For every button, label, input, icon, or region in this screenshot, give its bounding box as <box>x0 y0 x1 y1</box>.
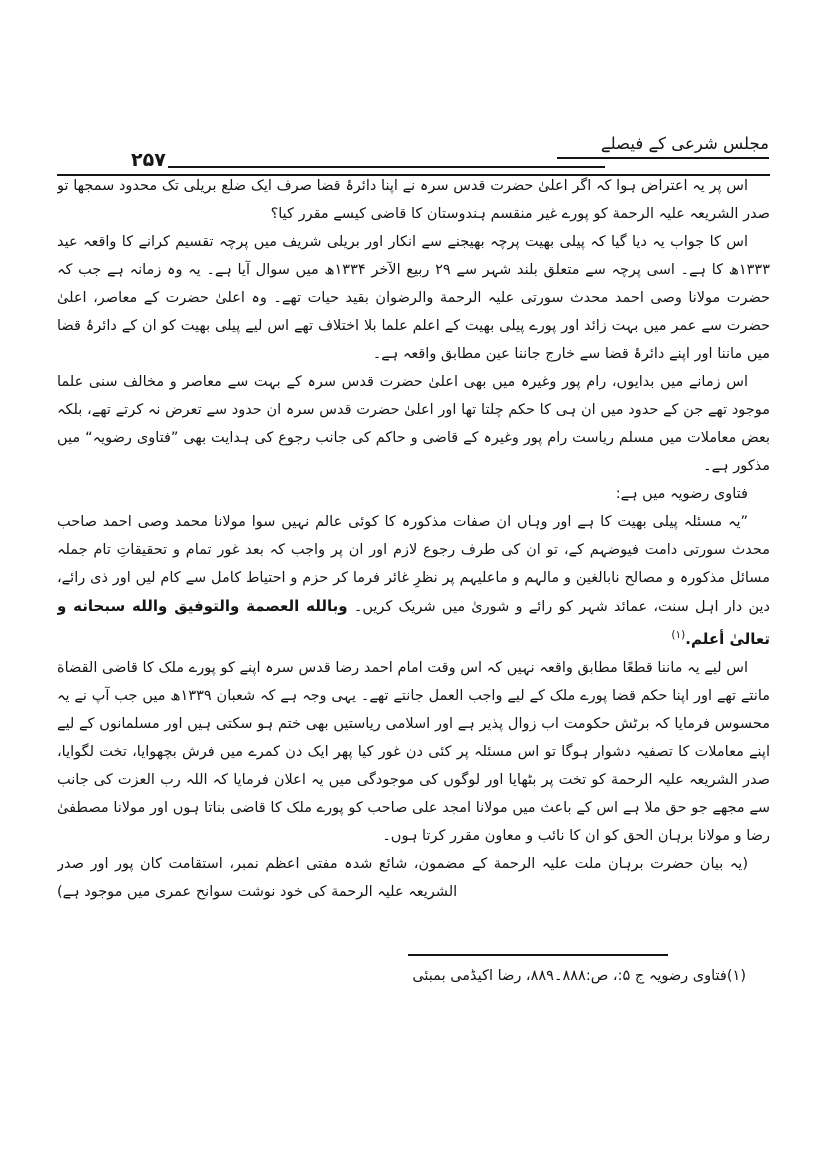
paragraph-answer: اس کا جواب یہ دیا گیا کہ پیلی بھیت پرچہ بھیجنے سے انکار اور بریلی شریف میں پرچہ تقسیم کرانے کا واقعہ عید ۱۳۳۳ھ کا ہے۔ اسی پرچہ سے متعلق بلند شہر سے ۲۹ ربیع الآخر ۱۳۳۴ھ میں سوال آیا ہے۔ یہ وہ زمانہ ہے جب کہ حضرت مولانا وصی احمد محدث سورتی علیہ الرحمة والرضوان بقید حیات تھے۔ وہ اعلیٰ حضرت کے معاصر، اعلیٰ حضرت سے عمر میں بہت زائد اور پورے پیلی بھیت کے اعلم علما بلا اختلاف تھے اس لیے پیلی بھیت کو ان کے دائرۂ قضا میں ماننا اور اپنے دائرۂ قضا سے خارج جاننا عین مطابق واقعہ ہے۔ <box>57 234 770 362</box>
footnote-marker: (۱) <box>726 968 746 984</box>
paragraph-contemporaries: اس زمانے میں بدایوں، رام پور وغیرہ میں بھی اعلیٰ حضرت قدس سرہ کے بہت سے معاصر و مخالف سنی علما موجود تھے جن کے حدود میں ان ہی کا حکم چلتا تھا اور اعلیٰ حضرت قدس سرہ ان حدود سے تعرض نہ کرتے تھے، بلکہ بعض معاملات میں مسلم ریاست رام پور وغیرہ کے قاضی و حاکم کی جانب رجوع کی ہدایت بھی ”فتاوی رضویہ“ میں مذکور ہے۔ <box>57 374 770 474</box>
footnote-ref: (۱) <box>671 629 686 641</box>
paragraph-source-note: (یہ بیان حضرت برہان ملت علیہ الرحمة کے مضمون، شائع شدہ مفتی اعظم نمبر، استقامت کان پور اور صدر الشریعہ علیہ الرحمة کی خود نوشت سوانح عمری میں موجود ہے) <box>57 855 748 900</box>
paragraph-conclusion: اس لیے یہ ماننا قطعًا مطابق واقعہ نہیں کہ اس وقت امام احمد رضا قدس سرہ اپنے کو پورے ملک کا قاضی القضاة مانتے تھے اور اپنا حکم قضا پورے ملک کے لیے واجب العمل جانتے تھے۔ یہی وجہ ہے کہ شعبان ۱۳۳۹ھ میں جب آپ نے یہ محسوس فرمایا کہ برٹش حکومت اب زوال پذیر ہے اور اسلامی ریاستیں بھی ختم ہو سکتی ہیں اور مسلمانوں کے لیے اپنے معاملات کا تصفیہ دشوار ہوگا تو اس مسئلہ پر کئی دن غور کیا پھر ایک دن کمرے میں فرش بچھوایا، تخت لگوایا، صدر الشریعہ علیہ الرحمة کو تخت پر بٹھایا اور لوگوں کی موجودگی میں یہ اعلان فرمایا کہ اللہ رب العزت کی جانب سے مجھے جو حق ملا ہے اس کے باعث میں مولانا امجد علی صاحب کو پورے ملک کا قاضی بناتا ہوں اور مولانا مصطفیٰ رضا و مولانا برہان الحق کو ان کا نائب و معاون مقرر کرتا ہوں۔ <box>57 659 770 844</box>
footnote-text: فتاوی رضویہ ج ۵:، ص:۸۸۸۔۸۸۹، رضا اکیڈمی بمبئی <box>412 968 727 984</box>
quote-arabic-text: وبالله العصمة والتوفيق والله سبحانه و تعالیٰ أعلم. <box>57 597 770 648</box>
page-body <box>57 172 770 952</box>
header-title: مجلس شرعی کے فیصلے <box>557 134 769 159</box>
quote-urdu-text: ”یہ مسئلہ پیلی بھیت کا ہے اور وہاں ان صفات مذکورہ کا کوئی عالم نہیں سوا مولانا محمد وصی احمد صاحب محدث سورتی دامت فیوضہم کے، تو ان کی طرف رجوع لازم اور ان پر واجب کہ بعد غور تمام و تحقیقاتِ تام جملہ مسائل مذکورہ و مصالح نابالغین و مالہم و ماعلیہم پر نظرِ غائر فرما کر حزم و احتیاط کامل سے کام لیں اور ذی رائے، دین دار اہل سنت، عمائد شہر کو رائے و شوریٰ میں شریک کریں۔ <box>57 514 770 615</box>
page-number: ۲۵۷ <box>131 149 166 171</box>
footnote <box>57 963 746 989</box>
header-rule <box>168 166 605 168</box>
paragraph-fatawa-intro: فتاوی رضویہ میں ہے: <box>615 486 748 502</box>
footnote-separator <box>408 954 668 956</box>
paragraph-fatawa-quote <box>57 508 770 654</box>
paragraph-objection: اس پر یہ اعتراض ہوا کہ اگر اعلیٰ حضرت قدس سرہ نے اپنا دائرۂ قضا صرف ایک ضلع بریلی تک محدود سمجھا تو صدر الشریعہ علیہ الرحمة کو پورے غیر منقسم ہندوستان کا قاضی کیسے مقرر کیا؟ <box>57 178 770 222</box>
